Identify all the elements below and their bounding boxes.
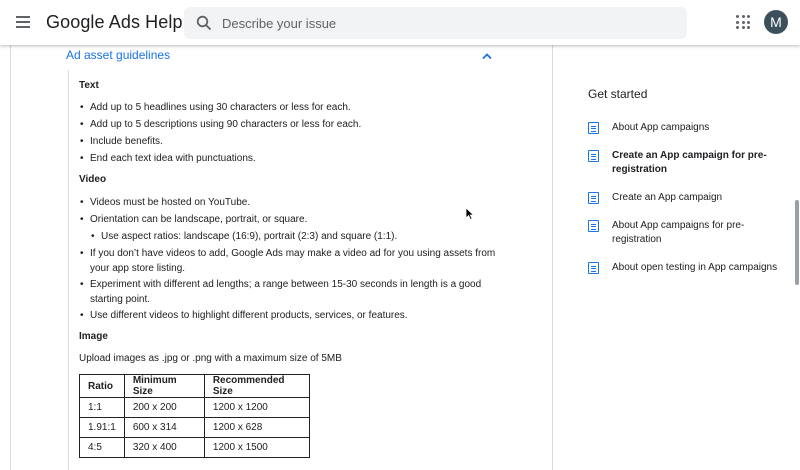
search-icon[interactable]: [196, 15, 212, 31]
product-logo[interactable]: Google Ads Help: [46, 12, 183, 32]
column-divider: [552, 45, 553, 470]
table-header: Recommended Size: [204, 375, 309, 398]
sidebar-link-label[interactable]: About App campaigns for pre-registration: [612, 220, 745, 245]
accordion-title[interactable]: Ad asset guidelines: [66, 48, 171, 62]
list-item: • Experiment with different ad lengths; a range between 15-30 seconds in length is a good starting point.: [79, 277, 509, 307]
mouse-pointer-icon: [465, 207, 475, 221]
list-item: • If you don’t have videos to add, Google Ads may make a video ad for you using assets from your app store listing.: [79, 246, 509, 276]
table-cell: 1.91:1: [80, 418, 125, 438]
article-icon: [588, 150, 599, 162]
list-item: • Orientation can be landscape, portrait, or square.: [79, 212, 509, 227]
apps-grid-icon[interactable]: [736, 15, 750, 29]
table-cell: 200 x 200: [124, 398, 204, 418]
article-icon: [588, 220, 599, 232]
sidebar-link-label[interactable]: About App campaigns: [612, 122, 710, 133]
left-divider: [10, 45, 11, 470]
table-row: [80, 398, 310, 418]
sidebar-link-label[interactable]: About open testing in App campaigns: [612, 262, 778, 273]
section-heading-video: Video: [79, 174, 107, 185]
article-icon: [588, 122, 599, 134]
table-cell: 1200 x 628: [204, 418, 309, 438]
scrollbar-thumb[interactable]: [795, 200, 799, 285]
section-heading-image: Image: [79, 331, 108, 342]
image-size-table: [79, 374, 310, 458]
sidebar-link-label[interactable]: Create an App campaign for pre-registration: [612, 150, 767, 175]
account-avatar[interactable]: M: [764, 10, 788, 34]
sidebar-title: Get started: [588, 87, 648, 101]
table-cell: 1:1: [80, 398, 125, 418]
sidebar-link-label[interactable]: Create an App campaign: [612, 192, 723, 203]
chevron-up-icon[interactable]: [480, 50, 494, 62]
list-item: • Use different videos to highlight different products, services, or features.: [79, 308, 509, 323]
table-cell: 4:5: [80, 438, 125, 458]
top-app-bar: [0, 0, 800, 45]
search-box[interactable]: [184, 7, 687, 39]
section-heading-text: Text: [79, 80, 99, 91]
table-header: Ratio: [80, 375, 125, 398]
table-row: [80, 438, 310, 458]
list-item: • Add up to 5 headlines using 30 characters or less for each.: [79, 100, 509, 115]
table-row: [80, 418, 310, 438]
list-item: • End each text idea with punctuations.: [79, 151, 509, 166]
article-icon: [588, 192, 599, 204]
list-item: • Use aspect ratios: landscape (16:9), portrait (2:3) and square (1:1).: [90, 229, 510, 244]
table-header-row: [80, 375, 310, 398]
table-cell: 1200 x 1200: [204, 398, 309, 418]
list-item: • Videos must be hosted on YouTube.: [79, 195, 509, 210]
list-item: • Include benefits.: [79, 134, 509, 149]
search-input[interactable]: [222, 7, 672, 39]
image-intro: Upload images as .jpg or .png with a maximum size of 5MB: [79, 353, 342, 364]
table-cell: 320 x 400: [124, 438, 204, 458]
list-item: • Add up to 5 descriptions using 90 characters or less for each.: [79, 117, 509, 132]
table-cell: 600 x 314: [124, 418, 204, 438]
table-header: Minimum Size: [124, 375, 204, 398]
table-cell: 1200 x 1500: [204, 438, 309, 458]
article-icon: [588, 262, 599, 274]
menu-icon[interactable]: [14, 12, 34, 32]
